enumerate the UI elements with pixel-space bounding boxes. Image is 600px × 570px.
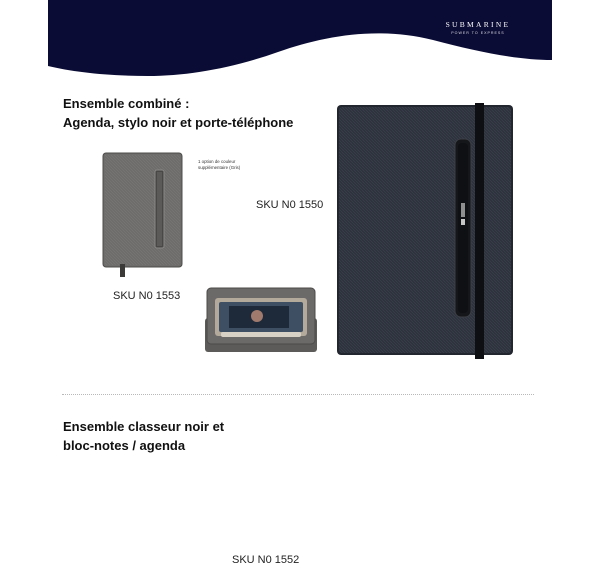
brand-name: SUBMARINE (445, 20, 511, 29)
section-title-binder (63, 417, 224, 455)
phone-holder-image (201, 284, 321, 356)
header-banner (48, 0, 552, 82)
section-title-line: Ensemble classeur noir et (63, 419, 225, 434)
brand-tagline: POWER TO EXPRESS (451, 31, 505, 35)
brand-logo (438, 20, 518, 35)
section-title-line: Agenda, stylo noir et porte-téléphone (63, 115, 294, 130)
section-title-line: bloc-notes / agenda (63, 438, 186, 453)
sku-label-gray: SKU N0 1553 (113, 290, 181, 302)
color-option-note-line: supplémentaire (Gris) (198, 165, 241, 170)
sku-label-binder: SKU N0 1552 (232, 554, 300, 566)
color-option-note-line: 1 option de couleur (198, 159, 236, 164)
section-divider (62, 394, 534, 395)
section-title-combo (63, 94, 293, 132)
section-title-line: Ensemble combiné : (63, 96, 190, 111)
gray-notebook-image (102, 152, 184, 278)
color-option-note (198, 159, 268, 171)
black-notebook-image (335, 103, 521, 359)
sku-label-main: SKU N0 1550 (256, 199, 324, 211)
